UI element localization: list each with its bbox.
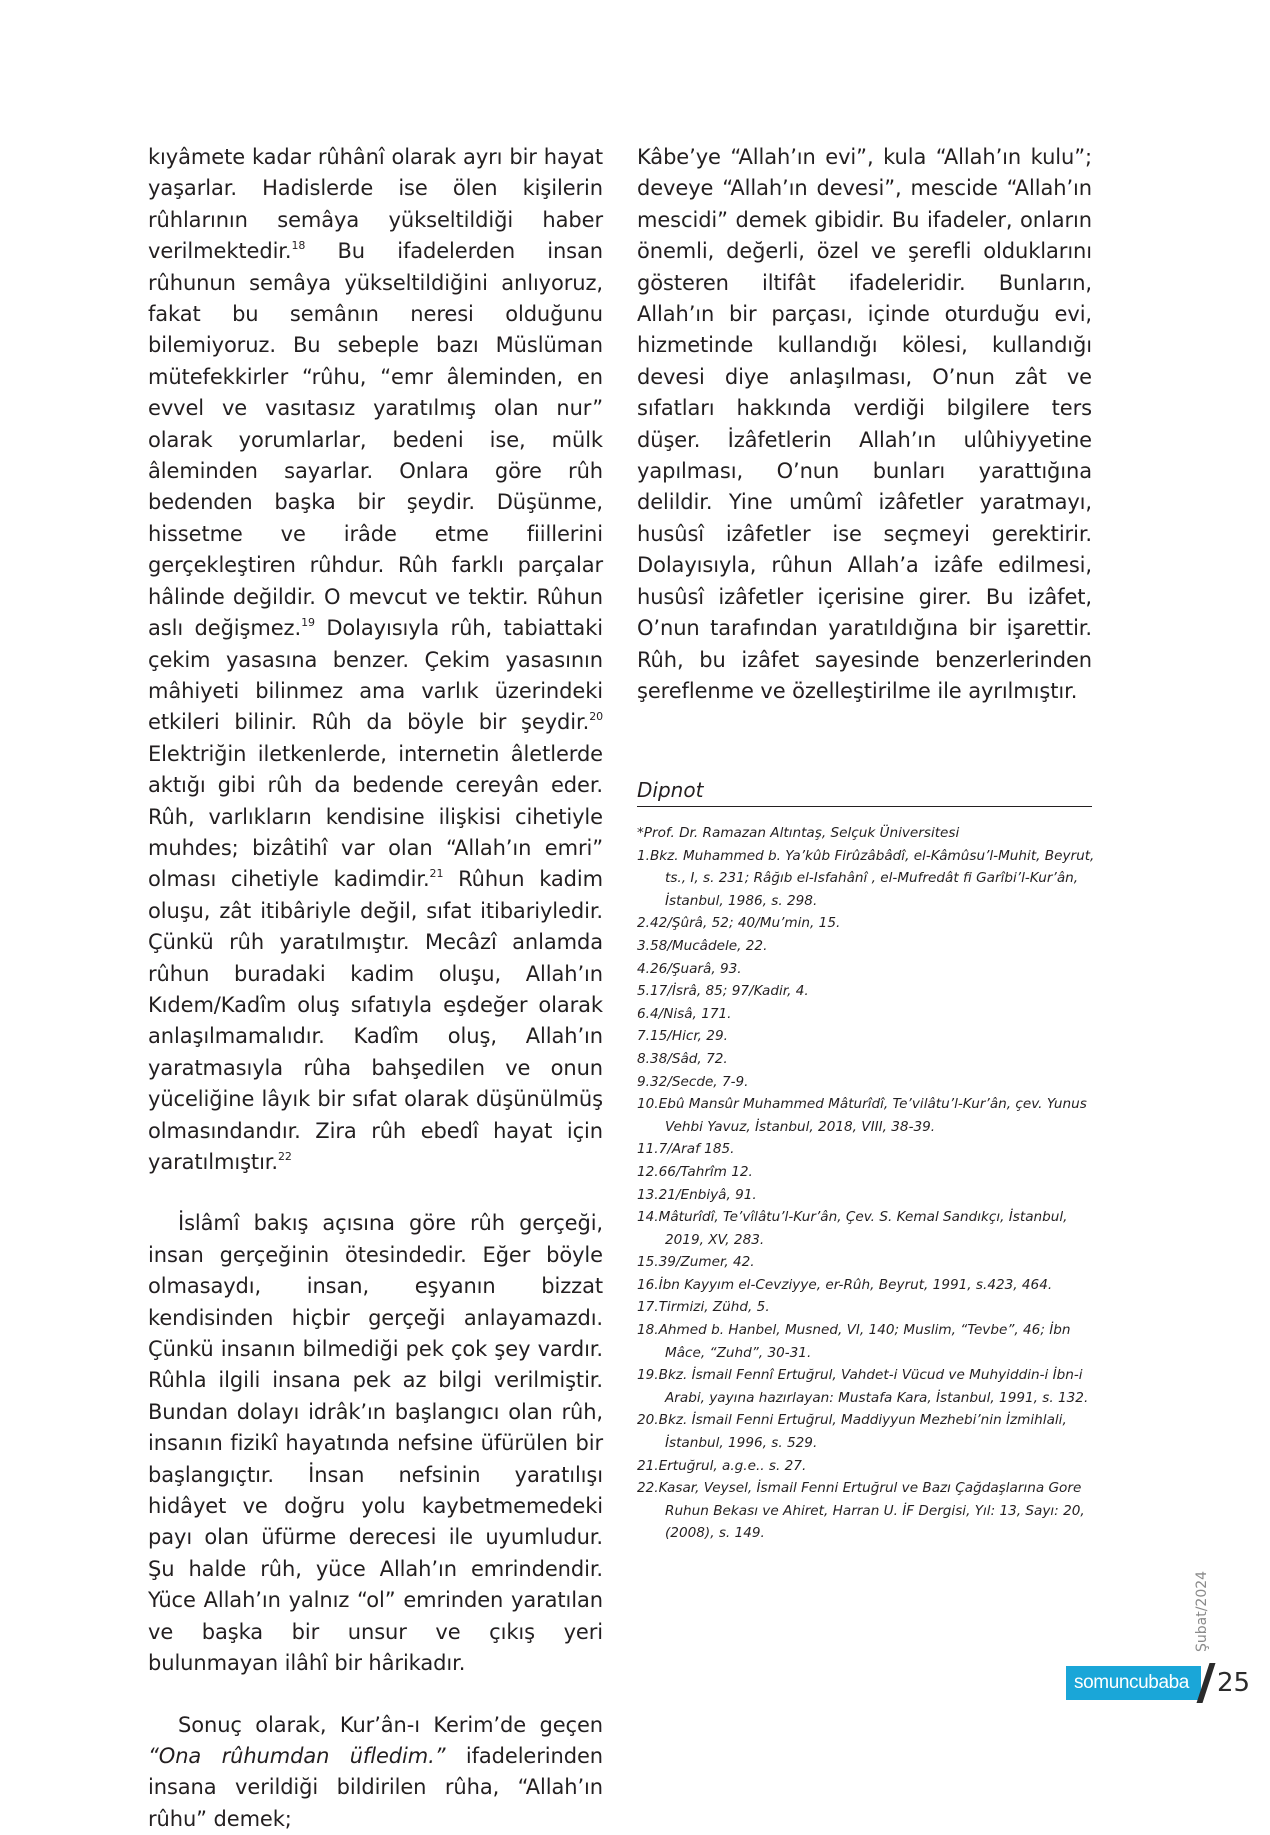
magazine-brand: somuncubaba [1066,1666,1201,1700]
footnote-item: 2.42/Şûrâ, 52; 40/Mu’min, 15. [637,912,1097,935]
footnote-ref-18: 18 [292,239,306,252]
footnote-item: 11.7/Araf 185. [637,1138,1097,1161]
footnote-item: 12.66/Tahrîm 12. [637,1161,1097,1184]
page-number: 25 [1217,1666,1250,1700]
footnote-item: 13.21/Enbiyâ, 91. [637,1184,1097,1207]
footnotes-heading: Dipnot [637,778,1092,807]
footnote-item: 7.15/Hicr, 29. [637,1025,1097,1048]
footnote-item: 19.Bkz. İsmail Fennî Ertuğrul, Vahdet-i Vücud ve Muhyiddin-i İbn-i Arabi, yayına hazırlayan: Mustafa Kara, İstanbul, 1991, s. 132. [637,1364,1097,1409]
footnote-item: 22.Kasar, Veysel, İsmail Fenni Ertuğrul ve Bazı Çağdaşlarına Gore Ruhun Bekası ve Ahiret, Harran U. İF Dergisi, Yıl: 13, Sayı: 20, (2008), s. 149. [637,1477,1097,1545]
footnote-ref-22: 22 [278,1150,292,1163]
left-column [148,142,603,1835]
footnote-item: *Prof. Dr. Ramazan Altıntaş, Selçuk Üniversitesi [637,822,1097,845]
footnote-item: 1.Bkz. Muhammed b. Ya’kûb Firûzâbâdî, el-Kâmûsu’l-Muhit, Beyrut, ts., I, s. 231; Râğıb el-Isfahânî , el-Mufredât fi Garîbi’l-Kur’ân, İstanbul, 1986, s. 298. [637,845,1097,913]
footnote-item: 14.Mâturîdî, Te’vîlâtu’l-Kur’ân, Çev. S. Kemal Sandıkçı, İstanbul, 2019, XV, 283. [637,1206,1097,1251]
body-paragraph: İslâmî bakış açısına göre rûh gerçeği, insan gerçeğinin ötesindedir. Eğer böyle olmasaydı, insan, eşyanın bizzat kendisinden hiçbir gerçeği anlayamazdı. Çünkü insanın bilmediği pek çok şey vardır. Rûhla ilgili insana pek az bilgi verilmiştir. Bundan dolayı idrâk’ın başlangıcı olan rûh, insanın fizikî hayatında nefsine üfürülen bir başlangıçtır. İnsan nefsinin yaratılışı hidâyet ve doğru yolu kaybetmemedeki payı olan üfürme derecesi ile uyumludur. Şu halde rûh, yüce Allah’ın emrindendir. Yüce Allah’ın yalnız “ol” emrinden yaratılan ve başka bir unsur ve çıkış yeri bulunmayan ilâhî bir hârikadır. [148,1208,603,1679]
footnote-ref-19: 19 [301,616,315,629]
footnote-item: 8.38/Sâd, 72. [637,1048,1097,1071]
footnote-item: 16.İbn Kayyım el-Cevziyye, er-Rûh, Beyrut, 1991, s.423, 464. [637,1274,1097,1297]
footnote-item: 9.32/Secde, 7-9. [637,1071,1097,1094]
footnote-item: 3.58/Mucâdele, 22. [637,935,1097,958]
footnote-item: 10.Ebû Mansûr Muhammed Mâturîdî, Te’vilâtu’l-Kur’ân, çev. Yunus Vehbi Yavuz, İstanbul, 2018, VIII, 38-39. [637,1093,1097,1138]
right-column [637,142,1092,707]
page-footer [1066,1666,1250,1700]
body-paragraph: Sonuç olarak, Kur’ân-ı Kerim’de geçen “Ona rûhumdan üfledim.” ifadelerinden insana verildiği bildirilen rûha, “Allah’ın rûhu” demek; [148,1710,603,1835]
quote: “Ona rûhumdan üfledim.” [148,1744,445,1768]
footnote-item: 20.Bkz. İsmail Fenni Ertuğrul, Maddiyyun Mezhebi’nin İzmihlali, İstanbul, 1996, s. 529. [637,1409,1097,1454]
footnotes-list [637,822,1097,1545]
body-paragraph: kıyâmete kadar rûhânî olarak ayrı bir hayat yaşarlar. Hadislerde ise ölen kişilerin rûhlarının semâya yükseltildiği haber verilmektedir.$^{18}$ Bu ifadelerden insan rûhunun semâya yükseltildiğini anlıyoruz, fakat bu semânın neresi olduğunu bilemiyoruz. Bu sebeple bazı Müslüman mütefekkirler “rûhu, “emr âleminden, en evvel ve vasıtasız yaratılmış olan nur” olarak yorumlarlar, bedeni ise, mülk âleminden sayarlar. Onlara göre rûh bedenden başka bir şeydir. Düşünme, hissetme ve irâde etme fiillerini gerçekleştiren rûhdur. Rûh farklı parçalar hâlinde değildir. O mevcut ve tektir. Rûhun aslı değişmez.$^{19}$ Dolayısıyla rûh, tabiattaki çekim yasasına benzer. Çekim yasasının mâhiyeti bilinmez ama varlık üzerindeki etkileri bilinir. Rûh da böyle bir şeydir.$^{20}$ Elektriğin iletkenlerde, internetin âletlerde aktığı gibi rûh da bedende cereyân eder. Rûh, varlıkların kendisine ilişkisi cihetiyle muhdes; bizâtihî var olan “Allah’ın emri” olması cihetiyle kadimdir.$^{21}$ Rûhun kadim oluşu, zât itibâriyle değil, sıfat itibariyledir. Çünkü rûh yaratılmıştır. Mecâzî anlamda rûhun buradaki kadim oluşu, Allah’ın Kıdem/Kadîm oluş sıfatıyla eşdeğer olarak anlaşılmamalıdır. Kadîm oluş, Allah’ın yaratmasıyla rûha bahşedilen ve onun yüceliğine lâyık bir sıfat olarak düşünülmüş olmasındandır. Zira rûh ebedî hayat için yaratılmıştır.$^{22}$ [148,142,603,1178]
footnote-item: 18.Ahmed b. Hanbel, Musned, VI, 140; Muslim, “Tevbe”, 46; İbn Mâce, “Zuhd”, 30-31. [637,1319,1097,1364]
footnote-item: 15.39/Zumer, 42. [637,1251,1097,1274]
footnote-ref-20: 20 [589,710,603,723]
footnote-item: 4.26/Şuarâ, 93. [637,958,1097,981]
issue-date: Şubat/2024 [1194,1571,1210,1652]
footnote-item: 21.Ertuğrul, a.g.e.. s. 27. [637,1455,1097,1478]
footnote-item: 6.4/Nisâ, 171. [637,1003,1097,1026]
body-paragraph: Kâbe’ye “Allah’ın evi”, kula “Allah’ın kulu”; deveye “Allah’ın devesi”, mescide “Allah’ın mescidi” demek gibidir. Bu ifadeler, onların önemli, değerli, özel ve şerefli olduklarını gösteren iltifât ifadeleridir. Bunların, Allah’ın bir parçası, içinde oturduğu evi, hizmetinde kullandığı kölesi, kullandığı devesi diye anlaşılması, O’nun zât ve sıfatları hakkında verdiği bilgilere ters düşer. İzâfetlerin Allah’ın ulûhiyyetine yapılması, O’nun bunları yarattığına delildir. Yine umûmî izâfetler yaratmayı, husûsî izâfetler ise seçmeyi gerektirir. Dolayısıyla, rûhun Allah’a izâfe edilmesi, husûsî izâfetler içerisine girer. Bu izâfet, O’nun tarafından yaratıldığına bir işarettir. Rûh, bu izâfet sayesinde benzerlerinden şereflenme ve özelleştirilme ile ayrılmıştır. [637,142,1092,707]
footnote-item: 5.17/İsrâ, 85; 97/Kadir, 4. [637,980,1097,1003]
footnote-item: 17.Tirmizi, Zühd, 5. [637,1296,1097,1319]
footnote-ref-21: 21 [430,867,444,880]
